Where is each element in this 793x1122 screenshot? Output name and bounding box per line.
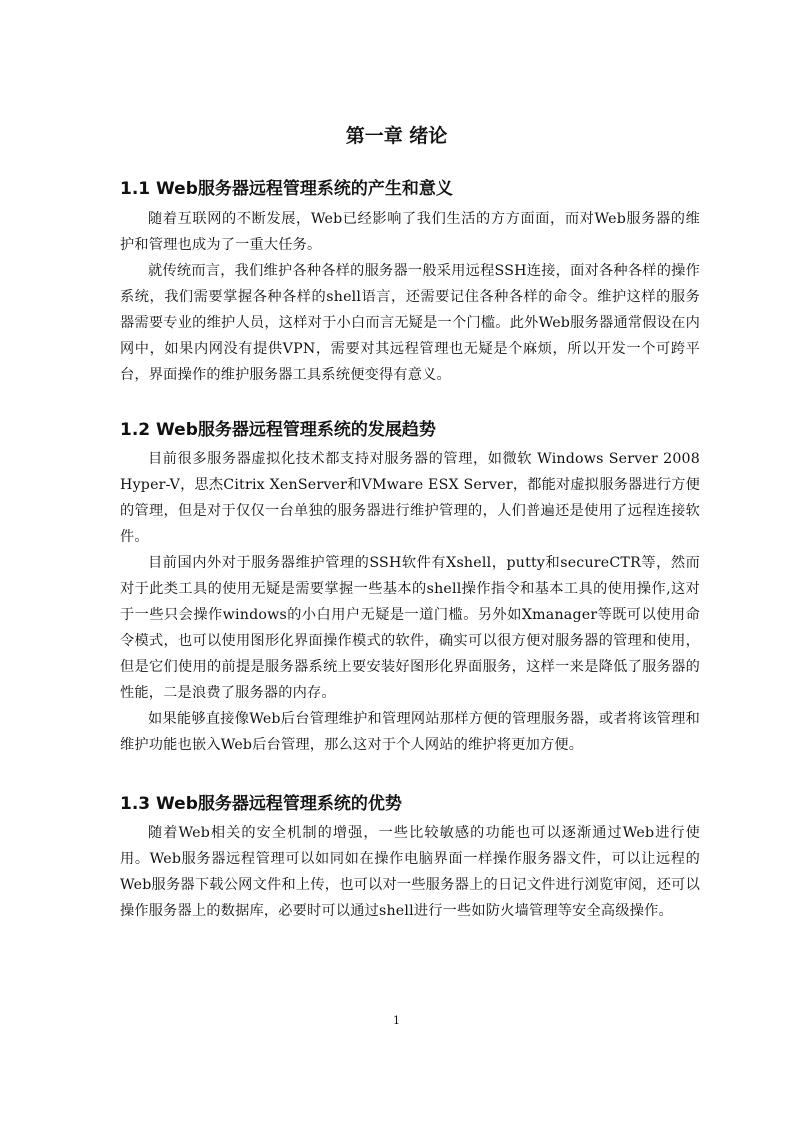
paragraph: 随着互联网的不断发展，Web已经影响了我们生活的方方面面，而对Web服务器的维护和管理也成为了一重大任务。	[120, 211, 700, 253]
section-heading-1-2: 1.2 Web服务器远程管理系统的发展趋势	[120, 420, 436, 440]
paragraph: 目前很多服务器虚拟化技术都支持对服务器的管理，如微软 Windows Server 2008 Hyper-V，思杰Citrix XenServer和VMware ESX Server，都能对虚拟服务器进行方便的管理，但是对于仅仅一台单独的服务器进行维护管理的，人们普遍还是使用了远程连接软件。	[120, 451, 700, 545]
paragraph: 如果能够直接像Web后台管理维护和管理网站那样方便的管理服务器，或者将该管理和维护功能也嵌入Web后台管理，那么这对于个人网站的维护将更加方便。	[120, 711, 700, 753]
chapter-title: 第一章 绪论	[345, 125, 448, 147]
paragraph: 就传统而言，我们维护各种各样的服务器一般采用远程SSH连接，面对各种各样的操作系统，我们需要掌握各种各样的shell语言，还需要记住各种各样的命令。维护这样的服务器需要专业的维护人员，这样对于小白而言无疑是一个门槛。此外Web服务器通常假设在内网中，如果内网没有提供VPN，需要对其远程管理也无疑是个麻烦，所以开发一个可跨平台，界面操作的维护服务器工具系统便变得有意义。	[120, 263, 700, 383]
paragraph: 随着Web相关的安全机制的增强，一些比较敏感的功能也可以逐渐通过Web进行使用。Web服务器远程管理可以如同如在操作电脑界面一样操作服务器文件，可以让远程的Web服务器下载公网文件和上传，也可以对一些服务器上的日记文件进行浏览审阅，还可以操作服务器上的数据库，必要时可以通过shell进行一些如防火墙管理等安全高级操作。	[120, 825, 700, 919]
paragraph: 目前国内外对于服务器维护管理的SSH软件有Xshell，putty和secureCTR等，然而对于此类工具的使用无疑是需要掌握一些基本的shell操作指令和基本工具的使用操作,这对于一些只会操作windows的小白用户无疑是一道门槛。另外如Xmanager等既可以使用命令模式，也可以使用图形化界面操作模式的软件，确实可以很方便对服务器的管理和使用，但是它们使用的前提是服务器系统上要安装好图形化界面服务，这样一来是降低了服务器的性能，二是浪费了服务器的内存。	[120, 555, 700, 701]
section-heading-1-1: 1.1 Web服务器远程管理系统的产生和意义	[120, 179, 453, 199]
page-number: 1	[393, 1014, 400, 1027]
section-heading-1-3: 1.3 Web服务器远程管理系统的优势	[120, 794, 402, 814]
